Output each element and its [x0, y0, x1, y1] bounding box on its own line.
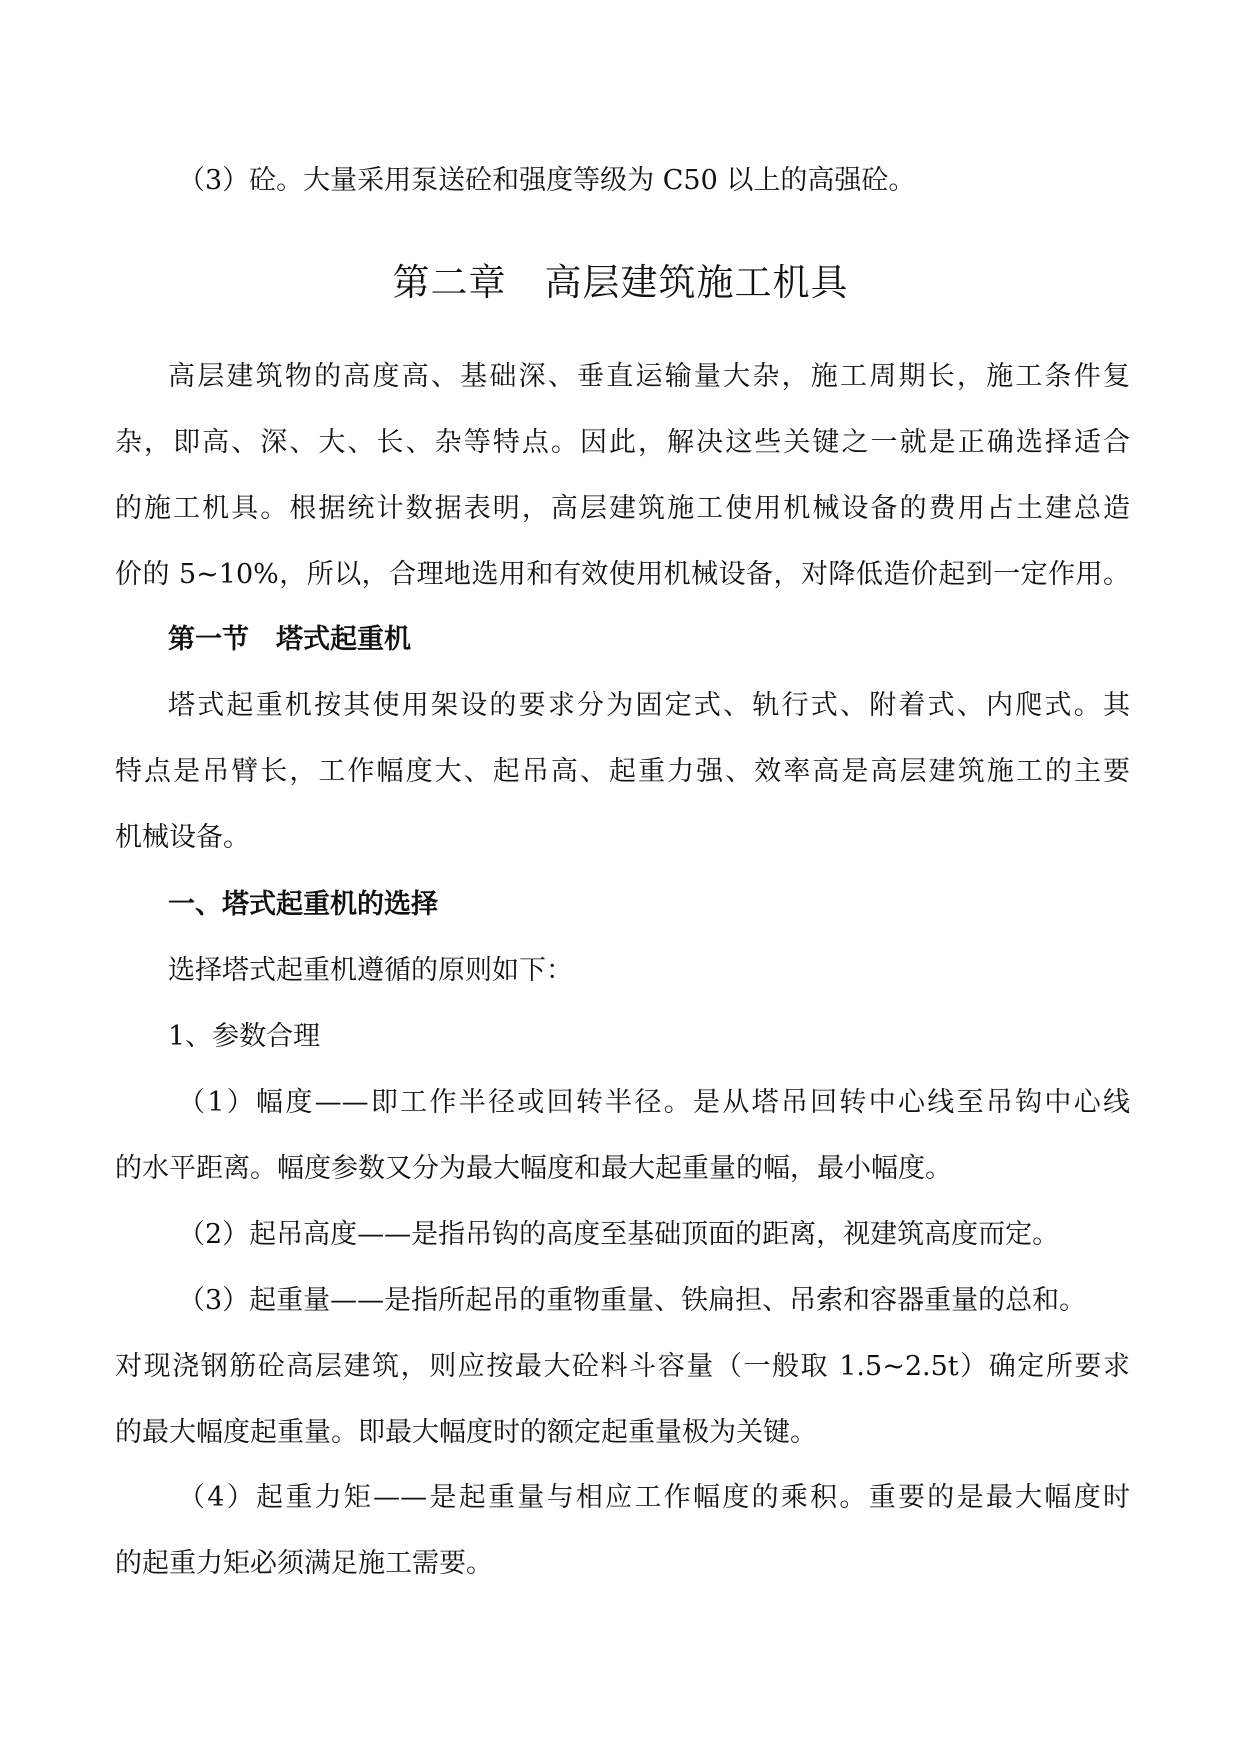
paragraph-line: 机械设备。	[115, 822, 250, 853]
paragraph-line: （3）起重量——是指所起吊的重物重量、铁扁担、吊索和容器重量的总和。	[178, 1285, 1087, 1316]
paragraph-line: 价的 5~10%，所以，合理地选用和有效使用机械设备，对降低造价起到一定作用。	[115, 559, 1130, 590]
paragraph-line: 塔式起重机按其使用架设的要求分为固定式、轨行式、附着式、内爬式。其	[168, 690, 1130, 721]
paragraph-line: 的水平距离。幅度参数又分为最大幅度和最大起重量的幅，最小幅度。	[115, 1153, 952, 1184]
paragraph-line: 的施工机具。根据统计数据表明，高层建筑施工使用机械设备的费用占土建总造	[115, 493, 1130, 524]
subsection-heading: 一、塔式起重机的选择	[168, 889, 438, 920]
list-item-heading: 1、参数合理	[168, 1021, 321, 1052]
section-heading: 第一节 塔式起重机	[168, 624, 411, 655]
paragraph-line: 特点是吊臂长，工作幅度大、起吊高、起重力强、效率高是高层建筑施工的主要	[115, 756, 1130, 787]
paragraph-line: （1）幅度——即工作半径或回转半径。是从塔吊回转中心线至吊钩中心线	[178, 1087, 1130, 1118]
paragraph-line: 的起重力矩必须满足施工需要。	[115, 1548, 493, 1579]
paragraph-line: （2）起吊高度——是指吊钩的高度至基础顶面的距离，视建筑高度而定。	[178, 1219, 1060, 1250]
paragraph-line: （4）起重力矩——是起重量与相应工作幅度的乘积。重要的是最大幅度时	[178, 1482, 1130, 1513]
paragraph-line: 杂，即高、深、大、长、杂等特点。因此，解决这些关键之一就是正确选择适合	[115, 427, 1130, 458]
paragraph-line: 的最大幅度起重量。即最大幅度时的额定起重量极为关键。	[115, 1417, 817, 1448]
paragraph-line: 高层建筑物的高度高、基础深、垂直运输量大杂，施工周期长，施工条件复	[168, 361, 1130, 392]
text-line: （3）砼。大量采用泵送砼和强度等级为 C50 以上的高强砼。	[178, 165, 916, 196]
paragraph-line: 对现浇钢筋砼高层建筑，则应按最大砼料斗容量（一般取 1.5~2.5t）确定所要求	[115, 1351, 1130, 1382]
chapter-title: 第二章 高层建筑施工机具	[392, 261, 849, 304]
paragraph-line: 选择塔式起重机遵循的原则如下：	[168, 955, 573, 986]
